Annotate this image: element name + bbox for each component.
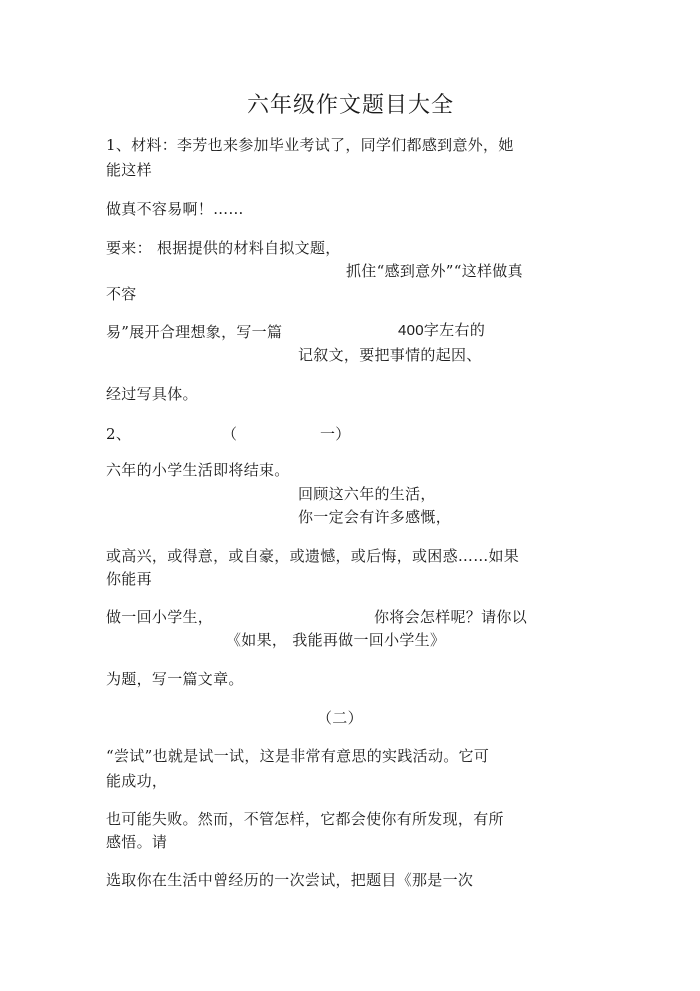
q2-p1-line-6a: 做一回小学生， [106, 608, 214, 626]
q2-p1-line-8: 为题，写一篇文章。 [106, 670, 244, 688]
q2-label: 2、 [106, 425, 132, 443]
q2-p2-line-1: “尝试”也就是试一试，这是非常有意思的实践活动。它可 [106, 747, 490, 765]
q2-p2-line-2: 能成功， [106, 772, 168, 790]
q1-line-4: 要来： 根据提供的材料自拟文题， [106, 239, 341, 257]
q2-p1-line-5: 你能再 [106, 570, 152, 588]
q1-line-2: 能这样 [106, 161, 152, 179]
q2-p1-line-6b: 你将会怎样呢？请你以 [374, 608, 528, 626]
q1-line-6: 不容 [106, 285, 137, 303]
q2-section-title: 一） [320, 425, 351, 443]
q2-p2-line-5: 选取你在生活中曾经历的一次尝试，把题目《那是一次 [106, 871, 474, 889]
q2-p1-line-2: 回顾这六年的生活， [298, 485, 436, 503]
q2-p2-line-3: 也可能失败。然而，不管怎样，它都会使你有所发现，有所 [106, 810, 504, 828]
q2-p1-line-3: 你一定会有许多感慨， [298, 508, 452, 526]
q1-line-7a: 易”展开合理想象，写一篇 [106, 323, 283, 341]
q2-section-2-title: （二） [317, 709, 363, 727]
q1-line-3: 做真不容易啊！…… [106, 200, 244, 218]
q1-line-5: 抓住“感到意外”“这样做真 [346, 262, 523, 280]
q1-line-7b: 400字左右的 [398, 322, 486, 339]
q1-line-8: 记叙文，要把事情的起因、 [298, 346, 482, 364]
q2-p2-line-4: 感悟。请 [106, 833, 168, 851]
q2-p1-line-1: 六年的小学生活即将结束。 [106, 461, 290, 479]
page-title: 六年级作文题目大全 [247, 93, 455, 118]
q1-line-1: 1、材料：李芳也来参加毕业考试了，同学们都感到意外，她 [106, 136, 514, 154]
q1-line-9: 经过写具体。 [106, 385, 198, 403]
q2-section-open: （ [222, 425, 238, 443]
q2-p1-line-4: 或高兴，或得意，或自豪，或遗憾，或后悔，或困惑……如果 [106, 547, 520, 565]
q2-p1-line-7: 《如果， 我能再做一回小学生》 [226, 631, 446, 649]
